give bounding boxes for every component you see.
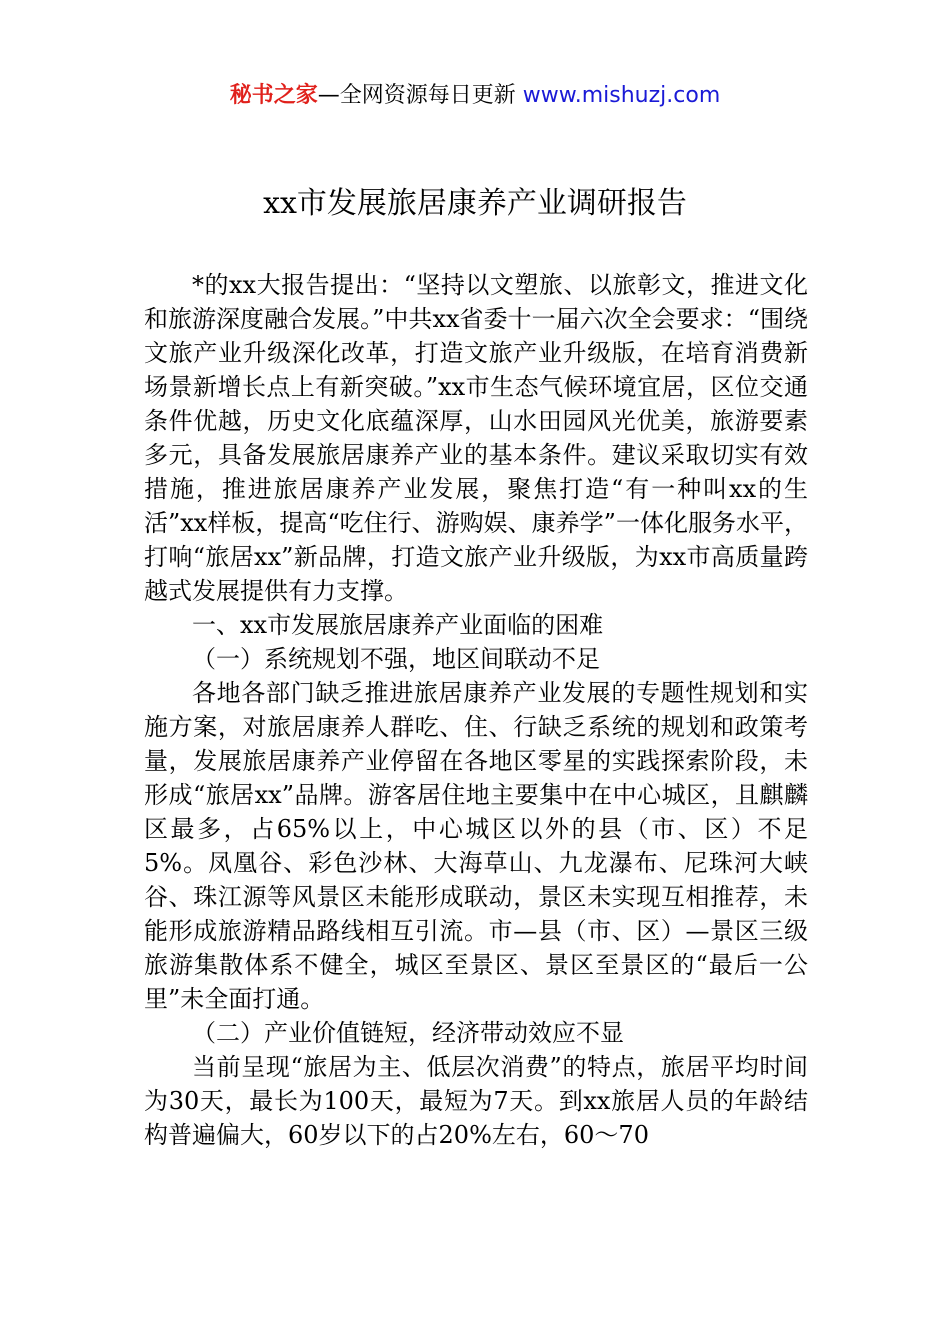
- intro-paragraph: *的xx大报告提出：“坚持以文塑旅、以旅彰文，推进文化和旅游深度融合发展。”中共xx省委十一届六次全会要求：“围绕文旅产业升级深化改革，打造文旅产业升级版，在培育消费新场景新增长点上有新突破。”xx市生态气候环境宜居，区位交通条件优越，历史文化底蕴深厚，山水田园风光优美，旅游要素多元，具备发展旅居康养产业的基本条件。建议采取切实有效措施，推进旅居康养产业发展，聚焦打造“有一种叫xx的生活”xx样板，提高“吃住行、游购娱、康养学”一体化服务水平，打响“旅居xx”新品牌，打造文旅产业升级版，为xx市高质量跨越式发展提供有力支撑。: [144, 271, 808, 605]
- document-title: xx市发展旅居康养产业调研报告: [263, 186, 687, 221]
- subsection-2-paragraph: 当前呈现“旅居为主、低层次消费”的特点，旅居平均时间为30天，最长为100天，最短为7天。到xx旅居人员的年龄结构普遍偏大，60岁以下的占20%左右，60～70: [144, 1053, 808, 1149]
- subsection-1-paragraph: 各地各部门缺乏推进旅居康养产业发展的专题性规划和实施方案，对旅居康养人群吃、住、行缺乏系统的规划和政策考量，发展旅居康养产业停留在各地区零星的实践探索阶段，未形成“旅居xx”品牌。游客居住地主要集中在中心城区，且麒麟区最多，占65%以上，中心城区以外的县（市、区）不足5%。凤凰谷、彩色沙林、大海草山、九龙瀑布、尼珠河大峡谷、珠江源等风景区未能形成联动，景区未实现互相推荐，未能形成旅游精品路线相互引流。市—县（市、区）—景区三级旅游集散体系不健全，城区至景区、景区至景区的“最后一公里”未全面打通。: [144, 679, 808, 1013]
- site-banner: [0, 80, 950, 112]
- subsection-heading-1: （一）系统规划不强，地区间联动不足: [192, 645, 600, 673]
- site-brand: 秘书之家: [229, 83, 318, 108]
- site-tagline: —全网资源每日更新: [317, 83, 523, 108]
- subsection-heading-2: （二）产业价值链短，经济带动效应不显: [192, 1019, 624, 1047]
- section-heading-1: 一、xx市发展旅居康养产业面临的困难: [192, 611, 604, 639]
- site-url-link[interactable]: www.mishuzj.com: [522, 83, 721, 108]
- document-body: [144, 268, 808, 1152]
